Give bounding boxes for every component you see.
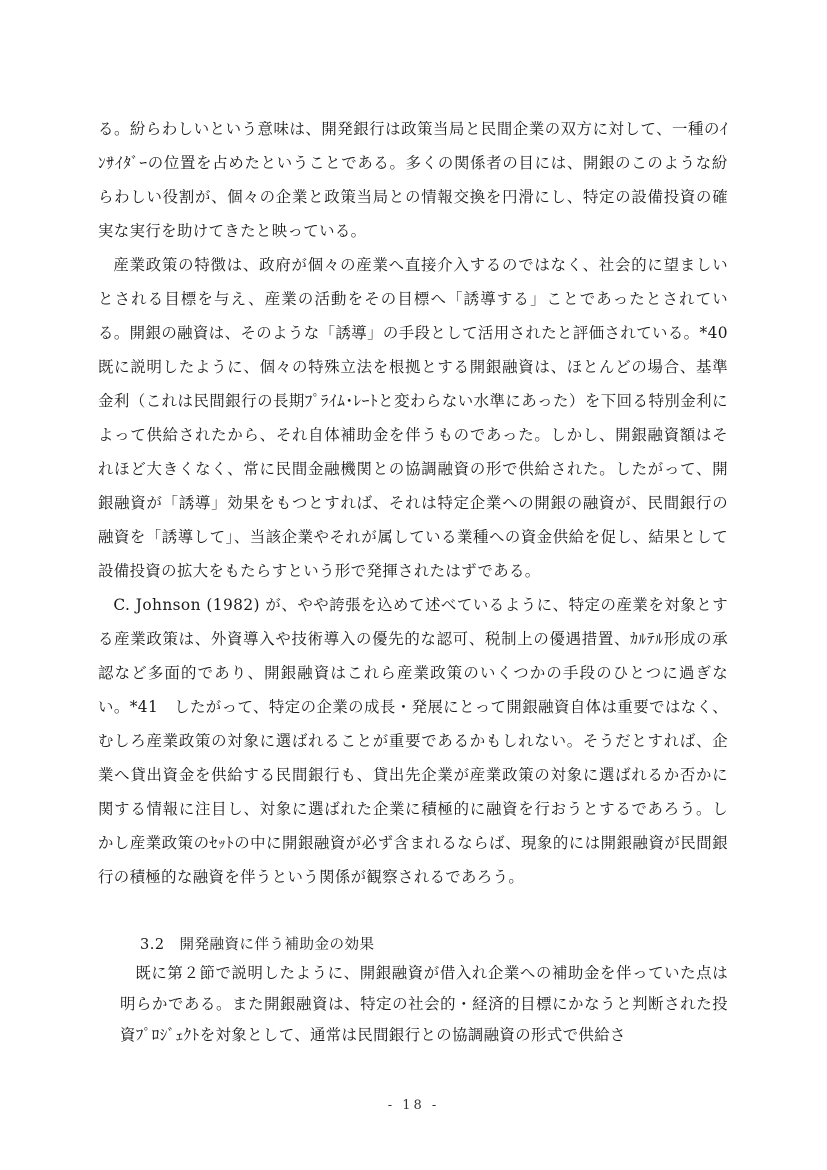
page-number: - 18 -: [387, 1098, 440, 1113]
paragraph-continuation: る。紛らわしいという意味は、開発銀行は政策当局と民間企業の双方に対して、一種のｲﾝｻｲﾀﾞｰの位置を占めたということである。多くの関係者の目には、開銀のこのような紛らわしい役割が、個々の企業と政策当局との情報交換を円滑にし、特定の設備投資の確実な実行を助けてきたと映っている。: [98, 120, 728, 240]
section-body: [120, 958, 728, 1051]
paragraph-subsidy-effect: 既に第２節で説明したように、開銀融資が借入れ企業への補助金を伴っていた点は明らかである。また開銀融資は、特定の社会的・経済的目標にかなうと判断された投資ﾌﾟﾛｼﾞｪｸﾄを対象として、通常は民間銀行との協調融資の形式で供給さ: [120, 964, 728, 1044]
paragraph-johnson: C. Johnson (1982) が、やや誇張を込めて述べているように、特定の産業を対象とする産業政策は、外資導入や技術導入の優先的な認可、税制上の優遇措置、ｶﾙﾃﾙ形成の承認など多面的であり、開銀融資はこれら産業政策のいくつかの手段のひとつに過ぎない。*41 したがって、特定の企業の成長・発展にとって開銀融資自体は重要ではなく、むしろ産業政策の対象に選ばれることが重要であるかもしれない。そうだとすれば、企業へ貸出資金を供給する民間銀行も、貸出先企業が産業政策の対象に選ばれるか否かに関する情報に注目し、対象に選ばれた企業に積極的に融資を行おうとするであろう。しかし産業政策のｾｯﾄの中に開銀融資が必ず含まれるならば、現象的には開銀融資が民間銀行の積極的な融資を伴うという関係が観察されるであろう。: [98, 596, 728, 886]
body-text: [98, 112, 744, 894]
section-heading: 3.2 開発融資に伴う補助金の効果: [140, 937, 375, 953]
paragraph-industrial-policy: 産業政策の特徴は、政府が個々の産業へ直接介入するのではなく、社会的に望ましいとされる目標を与え、産業の活動をその目標へ「誘導する」ことであったとされている。開銀の融資は、そのような「誘導」の手段として活用されたと評価されている。*40 既に説明したように、個々の特殊立法を根拠とする開銀融資は、ほとんどの場合、基準金利（これは民間銀行の長期ﾌﾟﾗｲﾑ･ﾚｰﾄと変わらない水準にあった）を下回る特別金利によって供給されたから、それ自体補助金を伴うものであった。しかし、開銀融資額はそれほど大きくなく、常に民間金融機関との協調融資の形で供給された。したがって、開銀融資が「誘導」効果をもつとすれば、それは特定企業への開銀の融資が、民間銀行の融資を「誘導して」、当該企業やそれが属している業種への資金供給を促し、結果として設備投資の拡大をもたらすという形で発揮されたはずである。: [98, 256, 744, 580]
